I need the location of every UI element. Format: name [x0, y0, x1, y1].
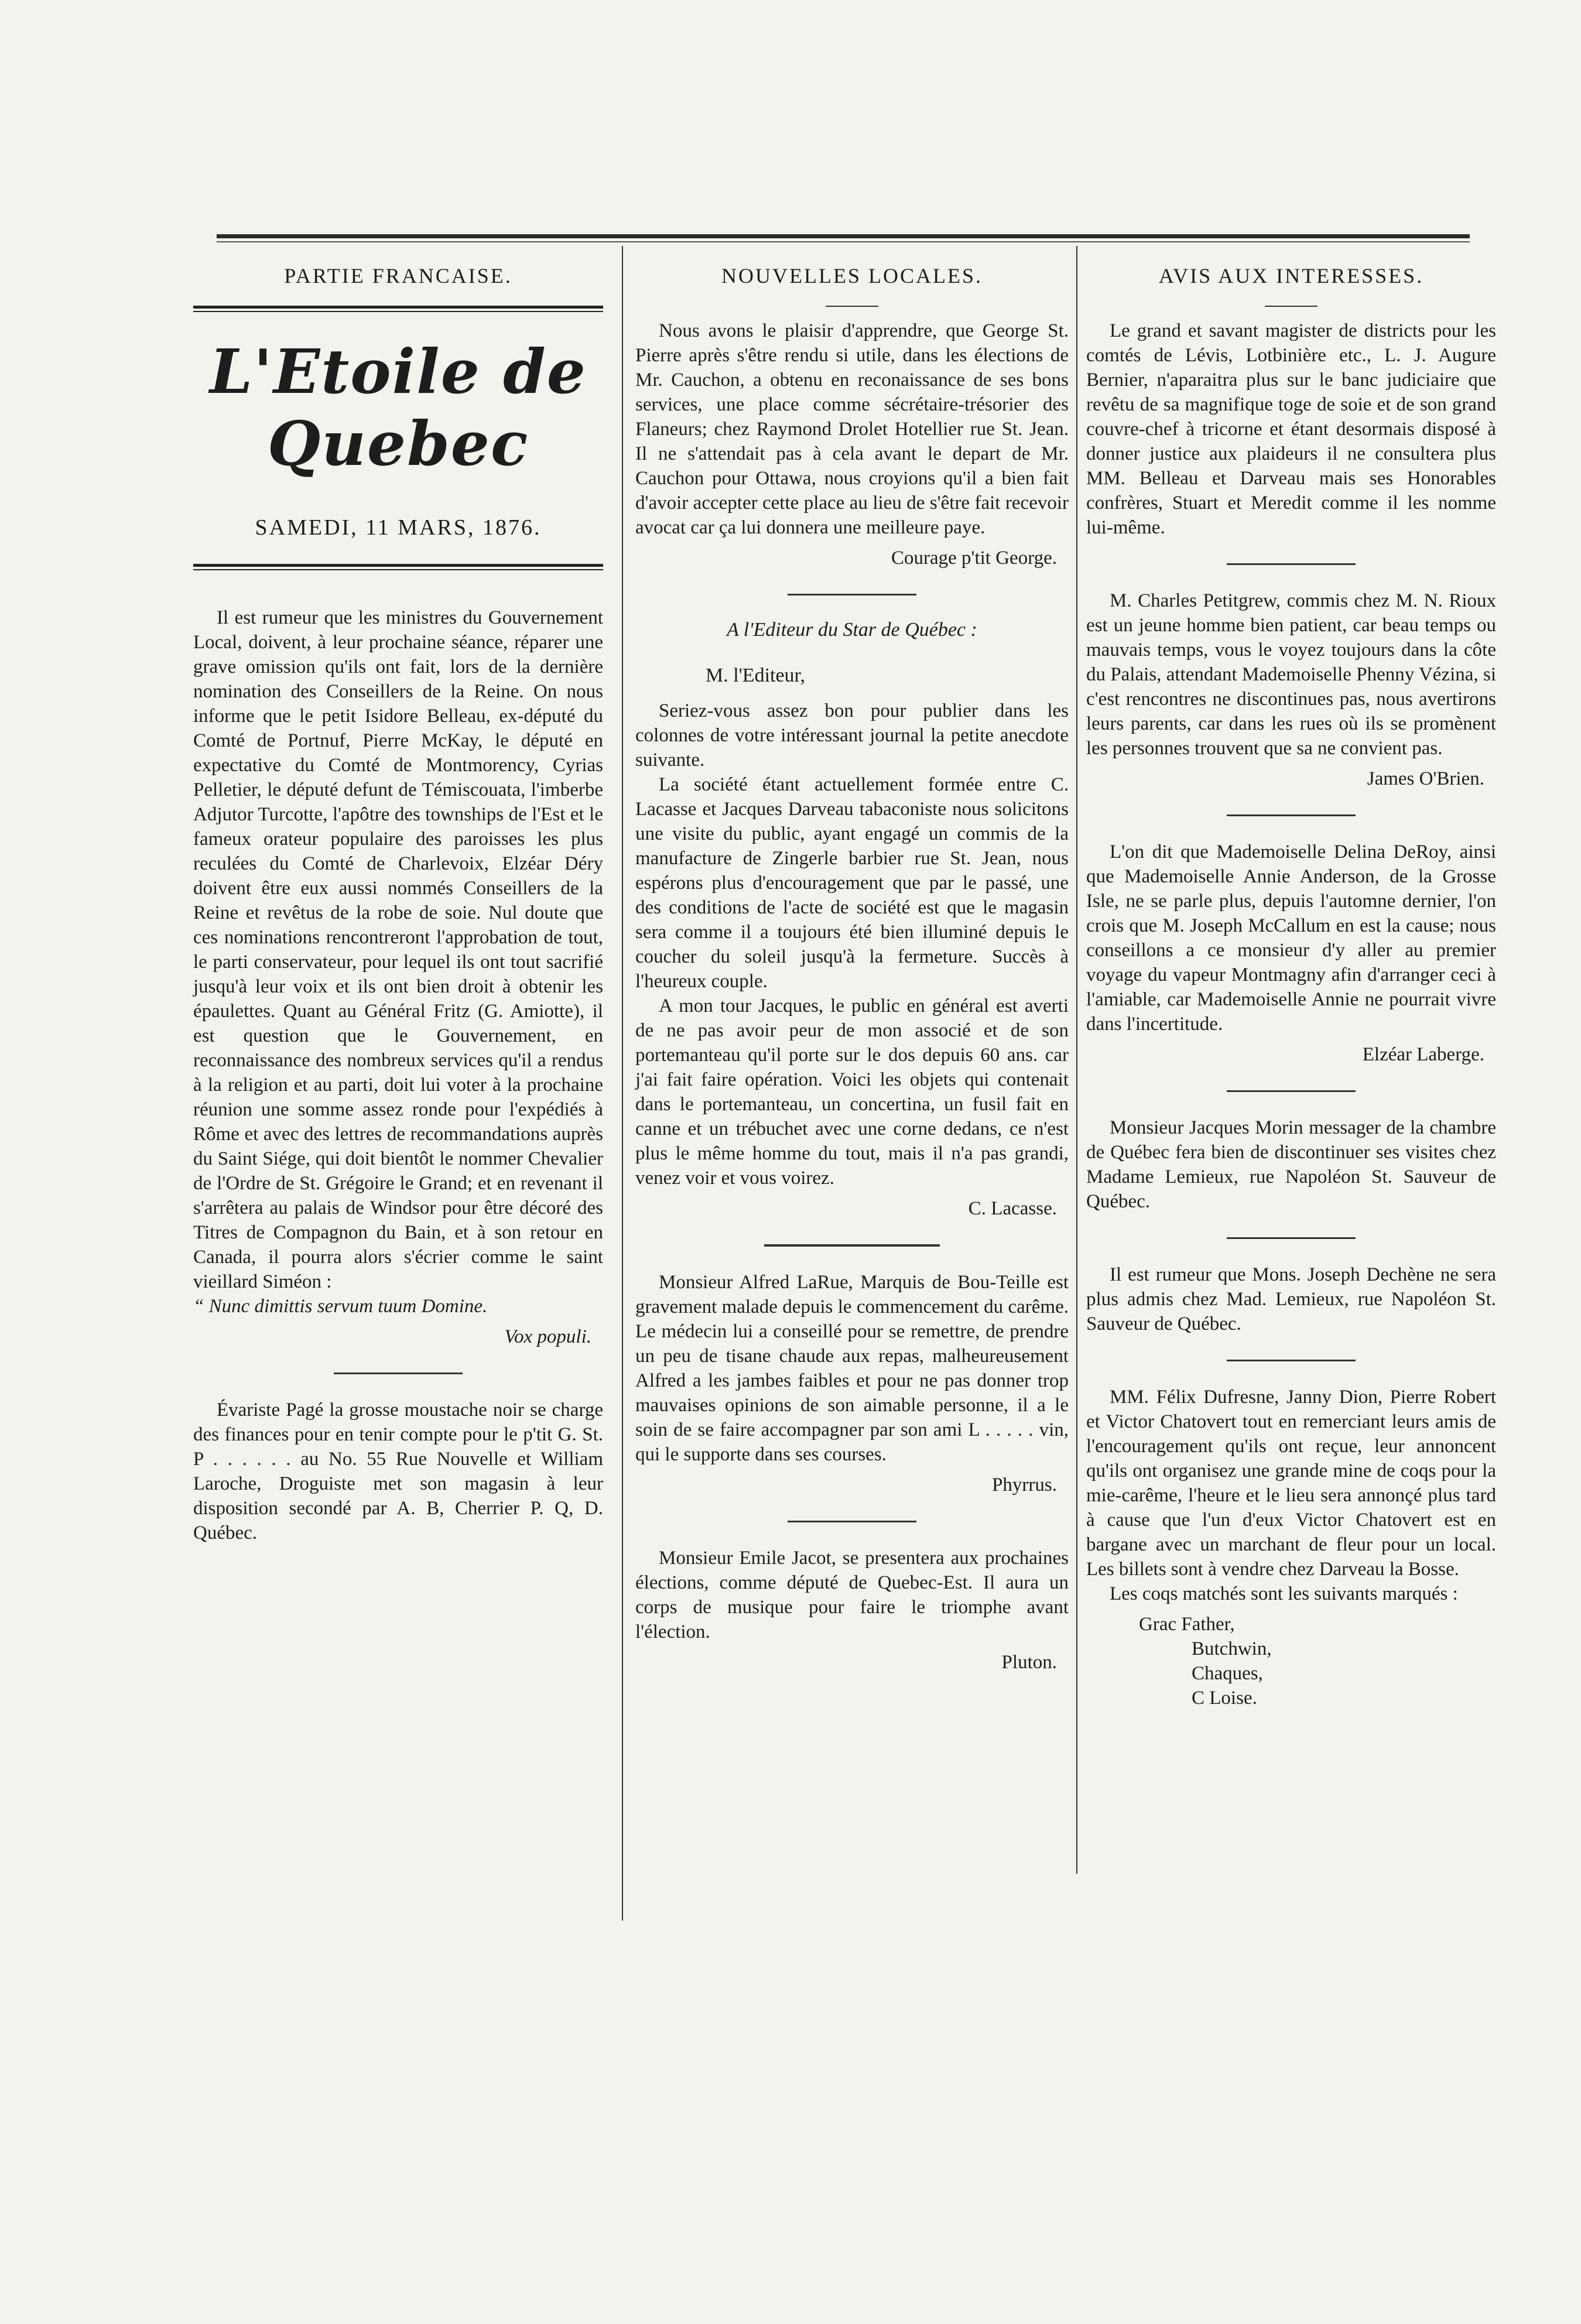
article-separator [788, 594, 916, 595]
article-separator [334, 1373, 463, 1374]
article-signature: Courage p'tit George. [891, 547, 1057, 569]
top-rule [217, 234, 1470, 238]
article-separator [1227, 1090, 1356, 1092]
article-paragraph: Monsieur Alfred LaRue, Marquis de Bou-Teille est gravement malade depuis le commencement du carême. Le médecin lui a conseillé pour se remettre, de prendre un peu de tisane chaude aux repas, malheureusement Alfred a les jambes faibles et pour ne pas donner trop mauvaises opinions de son aimable personne, il a le soin de se faire accompagner par son ami L . . . . . vin, qui le supporte dans ses courses. [635, 1272, 1069, 1465]
column-divider-2 [1076, 246, 1077, 1874]
list-item: Butchwin, [1192, 1638, 1272, 1659]
article-paragraph: Seriez-vous assez bon pour publier dans les colonnes de votre intéressant journal la petite anecdote suivante. [635, 700, 1069, 771]
article-separator [788, 1521, 916, 1522]
article-paragraph: Monsieur Jacques Morin messager de la chambre de Québec fera bien de discontinuer ses visites chez Madame Lemieux, rue Napoléon St. Sauveur de Québec. [1086, 1117, 1496, 1212]
article-separator [1227, 814, 1356, 816]
article-separator [764, 1244, 940, 1247]
column-heading: PARTIE FRANCAISE. [284, 264, 512, 287]
article-paragraph: Le grand et savant magister de districts pour les comtés de Lévis, Lotbinière etc., L. J. Augure Bernier, n'aparaitra plus sur le banc judiciaire que revêtu de sa magnifique toge de soie et de son grand couvre-chef à tricorne et étant desormais disposé à donner justice aux plaideurs il ne consultera plus MM. Belleau et Darveau mais ses Honorables confrères, Stuart et Meredit comme il les nomme lui-même. [1086, 320, 1496, 538]
heading-rule [826, 306, 878, 307]
article-signature: Vox populi. [504, 1326, 591, 1347]
article-paragraph: L'on dit que Mademoiselle Delina DeRoy, ainsi que Mademoiselle Annie Anderson, de la Grosse Isle, ne se parle plus, depuis l'automne dernier, l'on crois que M. Joseph McCallum en est la cause; nous conseillons a ce monsieur d'y aller au premier voyage du vapeur Montmagny afin d'arranger ceci à l'amiable, car Mademoiselle Annie ne pourrait vivre dans l'incertitude. [1086, 841, 1496, 1035]
list-item: C Loise. [1192, 1688, 1257, 1709]
article-paragraph: M. Charles Petitgrew, commis chez M. N. Rioux est un jeune homme bien patient, car beau temps ou mauvais temps, vous le voyez toujours dans la côte du Palais, attendant Mademoiselle Phenny Vézina, si c'est rencontres ne discontinues pas, nous avertirons leurs parents, car dans les rues où ils se promènent les personnes trouvent que sa ne convient pas. [1086, 590, 1496, 759]
letter-heading: A l'Editeur du Star de Québec : [727, 619, 977, 641]
top-rule-thin [217, 241, 1470, 242]
dateline-rule [193, 564, 603, 570]
column-heading: AVIS AUX INTERESSES. [1158, 264, 1424, 287]
list-item: Grac Father, [1139, 1614, 1235, 1635]
article-signature: Pluton. [1001, 1652, 1057, 1673]
article-paragraph: La société étant actuellement formée entre C. Lacasse et Jacques Darveau tabaconiste nous solicitons une visite du public, ayant engagé un commis de la manufacture de Zingerle barbier rue St. Jean, nous espérons plus d'encouragement que par le passé, une des conditions de l'acte de société est que le magasin sera comme il a toujours été bien illuminé depuis le coucher du soleil jusqu'à la fermeture. Succès à l'heureux couple. [635, 774, 1069, 992]
article-paragraph: A mon tour Jacques, le public en général est averti de ne pas avoir peur de mon associé et de son portemanteau qu'il porte sur le dos depuis 60 ans. car j'ai fait faire opération. Voici les objets qui contenait dans le portemanteau, un concertina, un fusil fait en canne et un trébuchet avec une corne dedans, ce n'est plus le même homme du tout, mais il n'a pas grandi, venez voir et vous voirez. [635, 995, 1069, 1189]
article-separator [1227, 1237, 1356, 1239]
rooster-list [1139, 1612, 1496, 1710]
article-paragraph: MM. Félix Dufresne, Janny Dion, Pierre Robert et Victor Chatovert tout en remerciant leurs amis de l'encouragement qu'ils ont reçue, leur annoncent qu'ils ont organisez une grande mine de coqs pour la mie-carême, l'heure et le lieu sera annonçé plus tard à cause que l'un d'eux Victor Chatovert est en bargane avec un marchant de fleur pour un local. Les billets sont à vendre chez Darveau la Bosse. [1086, 1387, 1496, 1580]
article-paragraph: Évariste Pagé la grosse moustache noir se charge des finances pour en tenir compte pour le p'tit G. St. P . . . . . . au No. 55 Rue Nouvelle et William Laroche, Droguiste met son magasin à leur disposition secondé par A. B, Cherrier P. Q, D. Québec. [193, 1399, 603, 1543]
article-signature: Phyrrus. [992, 1474, 1057, 1495]
article-signature: James O'Brien. [1367, 768, 1484, 789]
article-paragraph: Monsieur Emile Jacot, se presentera aux prochaines élections, comme député de Quebec-Est. Il aura un corps de musique pour faire le triomphe avant l'élection. [635, 1548, 1069, 1642]
heading-rule [193, 306, 603, 312]
list-item: Chaques, [1192, 1663, 1263, 1684]
heading-rule [1265, 306, 1318, 307]
article-separator [1227, 1360, 1356, 1361]
column-partie-francaise [193, 252, 603, 1545]
article-paragraph: Il est rumeur que les ministres du Gouvernement Local, doivent, à leur prochaine séance, réparer une grave omission qu'ils ont fait, lors de la dernière nomination des Conseillers de la Reine. On nous informe que le petit Isidore Belleau, ex-député du Comté de Portnuf, Pierre McKay, le député en expectative du Comté de Montmorency, Cyrias Pelletier, le député defunt de Témiscouata, l'imberbe Adjutor Turcotte, l'apôtre des townships de l'Est et le fameux orateur populaire des paroisses les plus reculées du Comté de Charlevoix, Elzéar Déry doivent être eux aussi nommés Conseillers de la Reine et revêtus de la robe de soie. Nul doute que ces nominations rencontreront l'approbation de tout, le parti conservateur, pour lequel ils ont tout sacrifié jusqu'à leur voix et ils ont bien droit à obtenir les épaulettes. Quant au Général Fritz (G. Amiotte), il est question que le Gouvernement, en reconnaissance des nombreux services qu'il a rendus à la religion et au parti, doit lui voter à la prochaine réunion une somme assez ronde pour l'expédiés à Rôme et avec des lettres de recommandations auprès du Saint Siége, qui doit bientôt le nommer Chevalier de l'Ordre de St. Grégoire le Grand; et en revenant il s'arrêtera au palais de Windsor pour être décoré des Titres de Compagnon du Bain, et à son retour en Canada, il pourra alors s'écrier comme le saint vieillard Siméon : [193, 607, 603, 1292]
column-nouvelles-locales [635, 252, 1069, 1686]
article-paragraph: Il est rumeur que Mons. Joseph Dechène ne sera plus admis chez Mad. Lemieux, rue Napoléon St. Sauveur de Québec. [1086, 1264, 1496, 1334]
article-signature: Elzéar Laberge. [1362, 1044, 1484, 1065]
article-signature: C. Lacasse. [968, 1198, 1057, 1219]
dateline: SAMEDI, 11 MARS, 1876. [255, 515, 542, 540]
column-heading: NOUVELLES LOCALES. [721, 264, 983, 287]
column-avis-aux-interesses [1086, 252, 1496, 1710]
article-quote: “ Nunc dimittis servum tuum Domine. [193, 1296, 488, 1317]
article-paragraph: Nous avons le plaisir d'apprendre, que George St. Pierre après s'être rendu si utile, dans les élections de Mr. Cauchon, a obtenu en reconaissance de ses bons services, une place comme sécrétaire-trésorier des Flaneurs; chez Raymond Drolet Hotellier rue St. Jean. Il ne s'attendait pas à cela avant le depart de Mr. Cauchon pour Ottawa, nous croyions qu'il a bien fait d'avoir accepter cette place au lieu de s'être fait recevoir avocat car ça lui donnera une meilleure paye. [635, 320, 1069, 538]
article-separator [1227, 563, 1356, 565]
article-paragraph: Les coqs matchés sont les suivants marqués : [1110, 1583, 1458, 1604]
letter-salutation: M. l'Editeur, [706, 665, 806, 686]
masthead-title: L'Etoile de Quebec [210, 336, 587, 480]
column-divider-1 [622, 246, 623, 1921]
